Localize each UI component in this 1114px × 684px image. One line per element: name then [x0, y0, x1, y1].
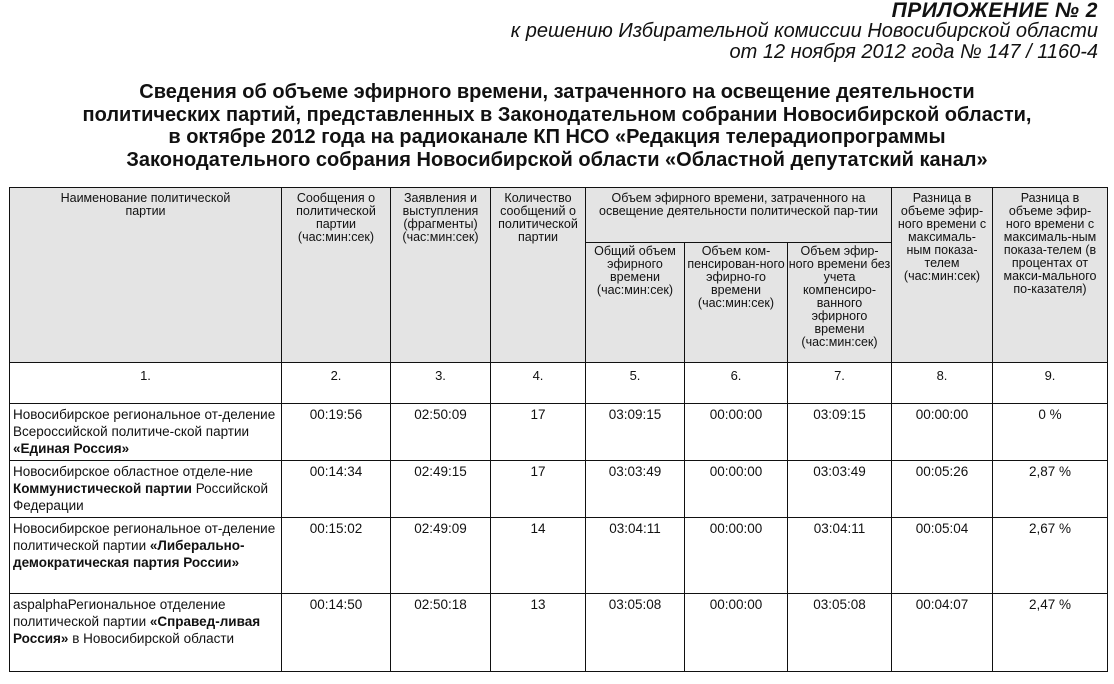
party-name-suffix: Российской Федерации	[13, 481, 269, 513]
title-line-4: Законодательного собрания Новосибирской области «Областной депутатский канал»	[126, 148, 988, 171]
header-diff-pct: Разница в объеме эфир-ного времени с максималь-ным показа-телем (в процентах от макси-мального по-казателя)	[993, 188, 1108, 363]
party-name-bold: «Единая Россия»	[13, 441, 130, 456]
party-name-bold: «Либерально-демократическая партия России»	[13, 538, 245, 570]
messages-cell: 00:19:56	[282, 404, 391, 461]
diff-pct-cell: 2,47 %	[993, 594, 1108, 672]
diff-time-cell: 00:00:00	[892, 404, 993, 461]
party-name-text: Новосибирское региональное от-деление политической партии	[13, 521, 276, 553]
header-compensated: Объем ком-пенсирован-ного эфирно-го времени (час:мин:сек)	[685, 243, 788, 363]
total-cell: 03:09:15	[586, 404, 685, 461]
count-cell: 13	[491, 594, 586, 672]
diff-pct-cell: 2,67 %	[993, 518, 1108, 594]
header-party-name: Наименование политической партии	[10, 188, 282, 363]
diff-pct-cell: 2,87 %	[993, 461, 1108, 518]
statements-cell: 02:50:09	[391, 404, 491, 461]
column-number: 1.	[10, 363, 282, 404]
statements-cell: 02:49:15	[391, 461, 491, 518]
header-count: Количество сообщений о политической партии	[491, 188, 586, 363]
column-number: 5.	[586, 363, 685, 404]
header-messages: Сообщения о политической партии (час:мин:сек)	[282, 188, 391, 363]
total-cell: 03:05:08	[586, 594, 685, 672]
count-cell: 17	[491, 404, 586, 461]
party-name-cell	[10, 594, 282, 672]
table-row	[10, 594, 1108, 672]
document-title	[0, 81, 1114, 171]
without-comp-cell: 03:04:11	[788, 518, 892, 594]
header-statements: Заявления и выступления (фрагменты) (час:мин:сек)	[391, 188, 491, 363]
column-number: 4.	[491, 363, 586, 404]
column-number: 8.	[892, 363, 993, 404]
party-name-cell	[10, 404, 282, 461]
party-name-text: aspalphaРегиональное отделение политической партии	[13, 597, 226, 629]
party-name-cell	[10, 518, 282, 594]
diff-time-cell: 00:05:26	[892, 461, 993, 518]
party-name-bold: «Справед-ливая Россия»	[13, 614, 261, 646]
party-name-cell	[10, 461, 282, 518]
column-number: 9.	[993, 363, 1108, 404]
diff-time-cell: 00:05:04	[892, 518, 993, 594]
table-row	[10, 518, 1108, 594]
statements-cell: 02:50:18	[391, 594, 491, 672]
count-cell: 14	[491, 518, 586, 594]
column-number: 6.	[685, 363, 788, 404]
diff-time-cell: 00:04:07	[892, 594, 993, 672]
messages-cell: 00:14:34	[282, 461, 391, 518]
without-comp-cell: 03:03:49	[788, 461, 892, 518]
party-name-suffix: в Новосибирской области	[68, 631, 235, 646]
table-row	[10, 404, 1108, 461]
appendix-date: от 12 ноября 2012 года № 147 / 1160-4	[729, 41, 1098, 63]
compensated-cell: 00:00:00	[685, 404, 788, 461]
party-name-bold: Коммунистической партии	[13, 481, 192, 496]
messages-cell: 00:15:02	[282, 518, 391, 594]
column-number: 3.	[391, 363, 491, 404]
appendix-label: ПРИЛОЖЕНИЕ № 2	[891, 0, 1098, 22]
title-line-2: политических партий, представленных в Законодательном собрании Новосибирской области,	[82, 103, 1032, 126]
title-line-1: Сведения об объеме эфирного времени, затраченного на освещение деятельности	[139, 81, 975, 103]
header-airtime-group: Объем эфирного времени, затраченного на освещение деятельности политической пар-тии	[586, 188, 892, 243]
airtime-table	[9, 187, 1108, 672]
total-cell: 03:04:11	[586, 518, 685, 594]
messages-cell: 00:14:50	[282, 594, 391, 672]
total-cell: 03:03:49	[586, 461, 685, 518]
party-name-text: Новосибирское областное отделе-ние	[13, 464, 253, 479]
without-comp-cell: 03:05:08	[788, 594, 892, 672]
column-numbers-row	[10, 363, 1108, 404]
compensated-cell: 00:00:00	[685, 461, 788, 518]
column-number: 2.	[282, 363, 391, 404]
appendix-header	[338, 0, 1098, 63]
header-without-comp: Объем эфир-ного времени без учета компенсиро-ванного эфирного времени (час:мин:сек)	[788, 243, 892, 363]
party-name-text: Новосибирское региональное от-деление Всероссийской политиче-ской партии	[13, 407, 276, 439]
statements-cell: 02:49:09	[391, 518, 491, 594]
appendix-decision: к решению Избирательной комиссии Новосибирской области	[510, 20, 1098, 42]
header-diff-time: Разница в объеме эфир-ного времени с максималь-ным показа-телем (час:мин:сек)	[892, 188, 993, 363]
title-line-3: в октябре 2012 года на радиоканале КП НСО «Редакция телерадиопрограммы	[168, 126, 946, 148]
diff-pct-cell: 0 %	[993, 404, 1108, 461]
compensated-cell: 00:00:00	[685, 594, 788, 672]
compensated-cell: 00:00:00	[685, 518, 788, 594]
count-cell: 17	[491, 461, 586, 518]
column-number: 7.	[788, 363, 892, 404]
header-total: Общий объем эфирного времени (час:мин:сек)	[586, 243, 685, 363]
table-row	[10, 461, 1108, 518]
without-comp-cell: 03:09:15	[788, 404, 892, 461]
